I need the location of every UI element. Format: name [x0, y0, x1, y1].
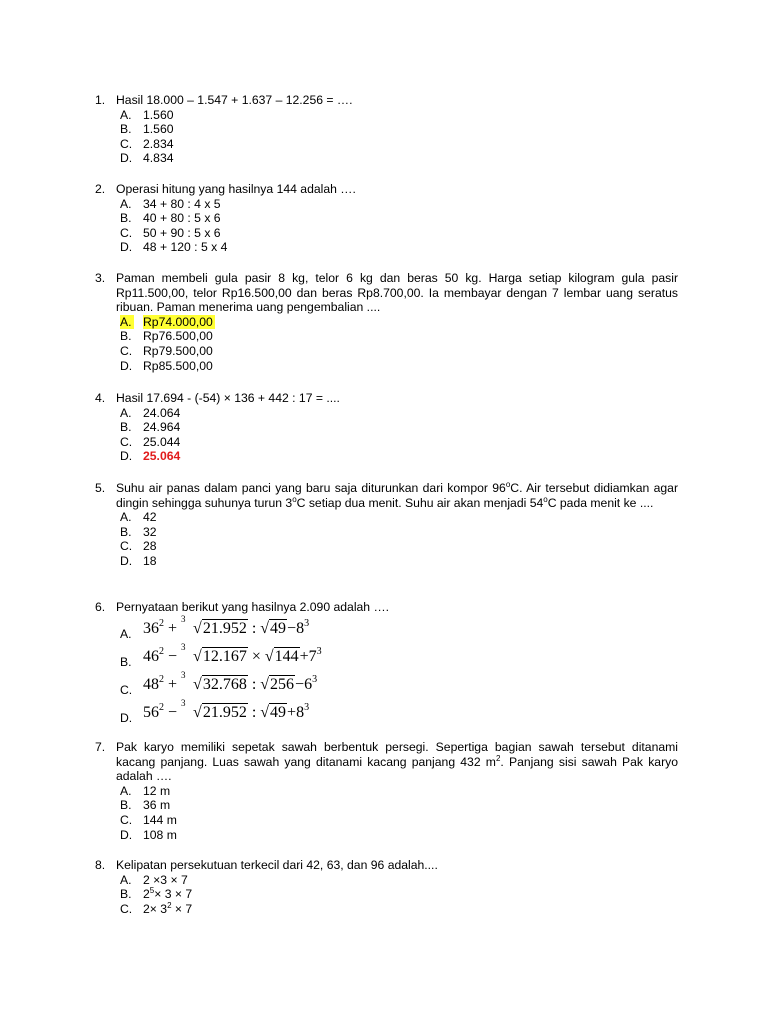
option-b	[116, 329, 678, 344]
option-d	[116, 449, 678, 464]
operator: :	[247, 703, 261, 721]
option-letter: B.	[120, 329, 132, 344]
radical-icon: √	[260, 675, 270, 693]
option-letter: D.	[120, 827, 133, 842]
base: 6	[304, 675, 313, 693]
base: 8	[296, 703, 305, 721]
option-letter: A.	[120, 314, 132, 329]
question-text: Hasil 17.694 - (-54) × 136 + 442 : 17 = ....	[116, 391, 340, 405]
cube-root	[181, 641, 248, 668]
math-expression	[143, 697, 310, 724]
exponent: 5	[149, 886, 155, 896]
option-text: Rp85.500,00	[143, 358, 213, 373]
math-option-b	[116, 641, 678, 674]
degree-superscript: o	[292, 494, 297, 504]
exponent: 2	[159, 673, 164, 685]
marked-answer-text: 25.064	[143, 449, 181, 464]
option-letter: A.	[120, 107, 132, 122]
option-letter: B.	[120, 654, 132, 669]
radicand: 256	[270, 675, 295, 693]
question-number: 6.	[95, 600, 106, 614]
radicand: 21.952	[202, 619, 247, 637]
radicand: 32.768	[202, 675, 247, 693]
option-letter: C.	[120, 136, 133, 151]
option-d	[116, 359, 678, 374]
option-a	[116, 873, 678, 888]
question-5	[95, 481, 678, 569]
exponent: 2	[159, 617, 164, 629]
question-number: 4.	[95, 391, 106, 405]
question-7	[95, 740, 678, 842]
option-letter: D.	[120, 151, 133, 166]
exponent: 2	[495, 753, 501, 763]
question-text-part: Suhu air panas dalam panci yang baru saja diturunkan dari kompor 96	[116, 481, 506, 495]
option-letter: B.	[120, 798, 132, 813]
question-number: 5.	[95, 481, 106, 495]
option-letter: C.	[120, 812, 133, 827]
option-letter: D.	[120, 449, 133, 464]
option-text-part: 2 ×3 × 7	[143, 872, 188, 887]
operator: +	[287, 703, 297, 721]
option-text: 48 + 120 : 5 x 4	[143, 240, 228, 255]
base: 56	[143, 703, 159, 721]
question-3	[95, 271, 678, 373]
option-letter: C.	[120, 539, 133, 554]
option-text: 4.834	[143, 151, 174, 166]
operator: :	[247, 675, 261, 693]
square-root	[260, 704, 287, 721]
option-list	[116, 315, 678, 373]
option-text: 2.834	[143, 136, 174, 151]
exponent: 2	[159, 645, 164, 657]
option-text-part: × 7	[171, 901, 193, 916]
option-a	[116, 315, 678, 330]
option-a	[116, 108, 678, 123]
option-a	[116, 784, 678, 799]
question-text-part: Pak karyo memiliki sepetak sawah berbentuk persegi. Sepertiga bagian sawah tersebut ditanami kacang panjang. Luas sawah yang ditanami kacang panjang 432 m	[116, 740, 678, 769]
option-c	[116, 344, 678, 359]
root-index: 3	[181, 641, 186, 652]
radical-icon: √	[193, 619, 202, 637]
option-letter: B.	[120, 887, 132, 902]
option-letter: B.	[120, 122, 132, 137]
radicand: 49	[270, 703, 287, 721]
option-text: 24.964	[143, 420, 181, 435]
root-index: 3	[181, 613, 186, 624]
question-number: 1.	[95, 93, 106, 107]
option-text: 50 + 90 : 5 x 6	[143, 225, 221, 240]
option-list	[116, 406, 678, 464]
question-text: Pernyataan berikut yang hasilnya 2.090 adalah ….	[116, 600, 390, 614]
exponent: 2	[167, 900, 172, 910]
option-c	[116, 226, 678, 241]
option-letter: D.	[120, 240, 133, 255]
degree-superscript: o	[505, 480, 511, 489]
option-letter: A.	[120, 510, 132, 525]
option-letter: C.	[120, 343, 133, 358]
question-8	[95, 858, 678, 916]
question-text-part: C. Air tersebut didiamkan agar dingin sehingga suhunya turun 3	[116, 481, 679, 510]
radical-icon: √	[264, 647, 274, 665]
option-list	[116, 108, 678, 166]
radicand: 49	[270, 619, 287, 637]
question-text: Kelipatan persekutuan terkecil dari 42, 63, dan 96 adalah....	[116, 858, 438, 872]
question-number: 3.	[95, 271, 106, 285]
option-d	[116, 554, 678, 569]
question-text-part: . Panjang sisi sawah Pak karyo adalah ….	[116, 754, 678, 784]
option-letter: C.	[120, 901, 133, 916]
option-list	[116, 784, 678, 842]
question-number: 7.	[95, 740, 106, 754]
base: 7	[308, 647, 317, 665]
question-text: Operasi hitung yang hasilnya 144 adalah ….	[116, 182, 356, 196]
option-text	[143, 873, 188, 888]
square-root	[265, 648, 300, 665]
question-4	[95, 391, 678, 464]
operator: ×	[247, 647, 265, 665]
option-text: 144 m	[143, 812, 177, 827]
highlighted-option-text: Rp74.000,00	[143, 314, 213, 329]
option-b	[116, 798, 678, 813]
option-letter: D.	[120, 710, 133, 725]
option-letter: C.	[120, 225, 133, 240]
square-root	[260, 620, 287, 637]
exponent: 3	[316, 645, 322, 657]
option-letter: B.	[120, 524, 132, 539]
option-b	[116, 525, 678, 540]
option-text	[143, 902, 192, 917]
operator: +	[164, 675, 182, 693]
operator: −	[164, 647, 182, 665]
option-letter: D.	[120, 553, 133, 568]
option-text-part: 2× 3	[143, 901, 168, 916]
base: 48	[143, 675, 159, 693]
option-b	[116, 211, 678, 226]
exponent: 2	[159, 701, 164, 713]
option-text: 34 + 80 : 4 x 5	[143, 196, 221, 211]
option-b	[116, 887, 678, 902]
base: 46	[143, 647, 159, 665]
option-text: 108 m	[143, 827, 177, 842]
option-letter: B.	[120, 420, 132, 435]
question-2	[95, 182, 678, 255]
radical-icon: √	[193, 647, 202, 665]
option-text: 36 m	[143, 798, 171, 813]
radical-icon: √	[260, 703, 270, 721]
option-c	[116, 539, 678, 554]
radicand: 144	[274, 647, 299, 665]
radical-icon: √	[193, 703, 202, 721]
radicand: 21.952	[202, 703, 247, 721]
exponent: 3	[304, 701, 310, 713]
base: 8	[296, 619, 305, 637]
option-text: 1.560	[143, 107, 174, 122]
operator: +	[164, 619, 182, 637]
degree-superscript: o	[543, 494, 548, 504]
option-text-part: 2	[143, 887, 150, 902]
cube-root	[181, 613, 248, 640]
option-c	[116, 813, 678, 828]
option-list	[116, 197, 678, 255]
option-b	[116, 122, 678, 137]
option-list	[116, 510, 678, 568]
exponent: 3	[304, 617, 310, 629]
math-option-c	[116, 669, 678, 702]
question-text-part: C pada menit ke ....	[547, 495, 654, 510]
question-text: Paman membeli gula pasir 8 kg, telor 6 kg dan beras 50 kg. Harga setiap kilogram gula pasir Rp11.500,00, telor Rp16.500,00 dan beras Rp8.700,00. Ia membayar dengan 7 lembar uang seratus ribuan. Paman menerima uang pengembalian ....	[116, 271, 678, 315]
option-text: Rp79.500,00	[143, 343, 213, 358]
question-text	[116, 740, 678, 784]
question-number: 2.	[95, 182, 106, 196]
option-d	[116, 240, 678, 255]
math-option-d	[116, 697, 678, 730]
math-option-list	[116, 613, 678, 730]
option-letter: B.	[120, 211, 132, 226]
operator: +	[299, 647, 309, 665]
option-text: 25.044	[143, 434, 181, 449]
option-text: 18	[143, 553, 157, 568]
question-text	[116, 481, 678, 510]
option-c	[116, 137, 678, 152]
option-text: 1.560	[143, 122, 174, 137]
question-text-part: C setiap dua menit. Suhu air akan menjadi 54	[296, 495, 544, 510]
option-b	[116, 420, 678, 435]
radical-icon: √	[193, 675, 202, 693]
option-c	[116, 902, 678, 917]
option-text: Rp76.500,00	[143, 329, 213, 344]
root-index: 3	[181, 697, 186, 708]
exponent: 3	[312, 673, 318, 685]
option-text: 28	[143, 539, 157, 554]
math-expression	[143, 613, 310, 640]
option-c	[116, 435, 678, 450]
option-d	[116, 828, 678, 843]
option-text: 12 m	[143, 783, 171, 798]
radical-icon: √	[260, 619, 270, 637]
option-a	[116, 510, 678, 525]
option-list	[116, 873, 678, 917]
square-root	[260, 676, 295, 693]
option-a	[116, 197, 678, 212]
operator: −	[287, 619, 297, 637]
option-letter: A.	[120, 783, 132, 798]
operator: −	[295, 675, 305, 693]
option-text	[143, 887, 192, 902]
question-number: 8.	[95, 858, 106, 872]
root-index: 3	[181, 669, 186, 680]
question-text: Hasil 18.000 – 1.547 + 1.637 – 12.256 = ….	[116, 93, 353, 107]
question-1	[95, 93, 678, 166]
option-letter: D.	[120, 358, 133, 373]
option-text: 40 + 80 : 5 x 6	[143, 211, 221, 226]
math-expression	[143, 669, 318, 696]
cube-root	[181, 669, 248, 696]
math-option-a	[116, 613, 678, 646]
option-letter: A.	[120, 872, 132, 887]
operator: −	[164, 703, 182, 721]
question-6	[95, 600, 678, 730]
operator: :	[247, 619, 261, 637]
option-text: 24.064	[143, 405, 181, 420]
option-text-part: × 3 × 7	[154, 887, 193, 902]
option-a	[116, 406, 678, 421]
option-letter: A.	[120, 405, 132, 420]
math-expression	[143, 641, 322, 668]
base: 36	[143, 619, 159, 637]
cube-root	[181, 697, 248, 724]
option-letter: C.	[120, 682, 133, 697]
option-text: 32	[143, 524, 157, 539]
option-d	[116, 151, 678, 166]
option-text: 42	[143, 510, 157, 525]
radicand: 12.167	[202, 647, 247, 665]
option-letter: A.	[120, 196, 132, 211]
option-letter: A.	[120, 626, 132, 641]
option-letter: C.	[120, 434, 133, 449]
